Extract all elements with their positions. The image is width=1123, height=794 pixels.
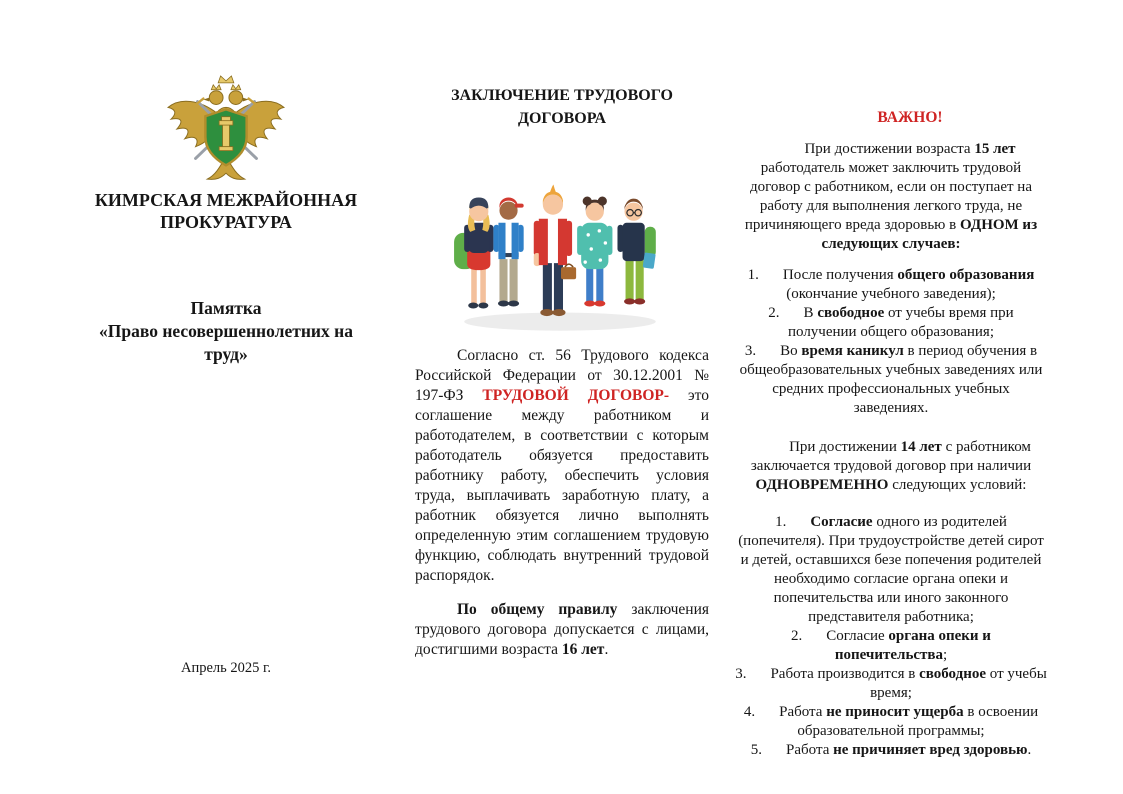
center-panel (415, 0, 709, 660)
teen-boy-glasses (617, 199, 655, 305)
document-type: Памятка (190, 298, 262, 319)
list-item: 4. Работа не приносит ущерба в освоении образовательной программы; (743, 704, 1039, 739)
general-rule-bold: По общему правилу (457, 601, 618, 619)
section-heading: ЗАКЛЮЧЕНИЕ ТРУДОВОГО ДОГОВОРА (451, 87, 673, 128)
list-item: 1. После получения общего образования (окончание учебного заведения); (747, 267, 1035, 302)
age14-conditions-list (735, 513, 1047, 760)
teen-boy-cap (493, 198, 523, 307)
intro-paragraph (415, 346, 709, 586)
right-panel (735, 0, 1047, 760)
age-15-bold: 15 лет (974, 141, 1016, 157)
labor-contract-term: ТРУДОВОЙ ДОГОВОР- (482, 387, 670, 405)
intro-text-before: Согласно ст. 56 Трудового кодекса Российской Федерации от 30.12.2001 № 197-ФЗ (415, 347, 709, 405)
list-item: 3. Во время каникул в период обучения в общеобразовательных учебных заведениях или средних профессиональных учебных заведениях. (739, 343, 1043, 416)
prosecutor-emblem-icon (162, 74, 290, 184)
age15-paragraph: При достижении возраста 15 лет работодатель может заключить трудовой договор с работником, если он поступает на работу для выполнения легкого труда, не причиняющего вреда здоровью в ОДНОМ из следующих случаев: (744, 141, 1038, 252)
age-16-bold: 16 лет (561, 641, 605, 659)
issue-date: Апрель 2025 г. (181, 660, 271, 676)
list-item: 3. Работа производится в свободное от учебы время; (735, 666, 1047, 701)
important-label: ВАЖНО! (877, 109, 943, 126)
teen-boy-center (534, 185, 576, 317)
left-panel (65, 0, 387, 676)
teen-girl-buns (577, 197, 612, 307)
list-item: 5. Работа не причиняет вред здоровью. (750, 742, 1032, 758)
age-14-bold: 14 лет (900, 439, 942, 455)
teen-girl-backpack (454, 198, 493, 309)
general-rule-paragraph: По общему правилу заключения трудового договора допускается с лицами, достигшими возраста 16 лет. (415, 601, 709, 659)
age14-paragraph: При достижении 14 лет с работником заключается трудовой договор при наличии ОДНОВРЕМЕННО следующих условий: (750, 439, 1032, 493)
list-item: 1. Согласие одного из родителей (попечителя). При трудоустройстве детей сирот и детей, оставшихся безе попечения родителей необходимо согласие органа опеки и попечительства или иного законного представителя работника; (738, 514, 1044, 625)
list-item: 2. В свободное от учебы время при получении общего образования; (768, 305, 1014, 340)
document-title (80, 297, 372, 366)
teenagers-group-illustration-icon (446, 162, 678, 336)
document-title-text: «Право несовершеннолетних на труд» (99, 321, 353, 365)
list-item: 2. Согласие органа опеки и попечительства; (791, 628, 991, 663)
age15-cases-list (735, 266, 1047, 418)
intro-text-after: это соглашение между работником и работодателем, в соответствии с которым работодатель обязуется предоставить работнику работу, обеспечить условия труда, выплачивать заработную плату, а работник обязуется лично выполнять определенную этим соглашением трудовую функцию, соблюдать внутренний трудовой распорядок. (415, 387, 709, 585)
organization-name: КИМРСКАЯ МЕЖРАЙОННАЯ ПРОКУРАТУРА (94, 190, 358, 232)
